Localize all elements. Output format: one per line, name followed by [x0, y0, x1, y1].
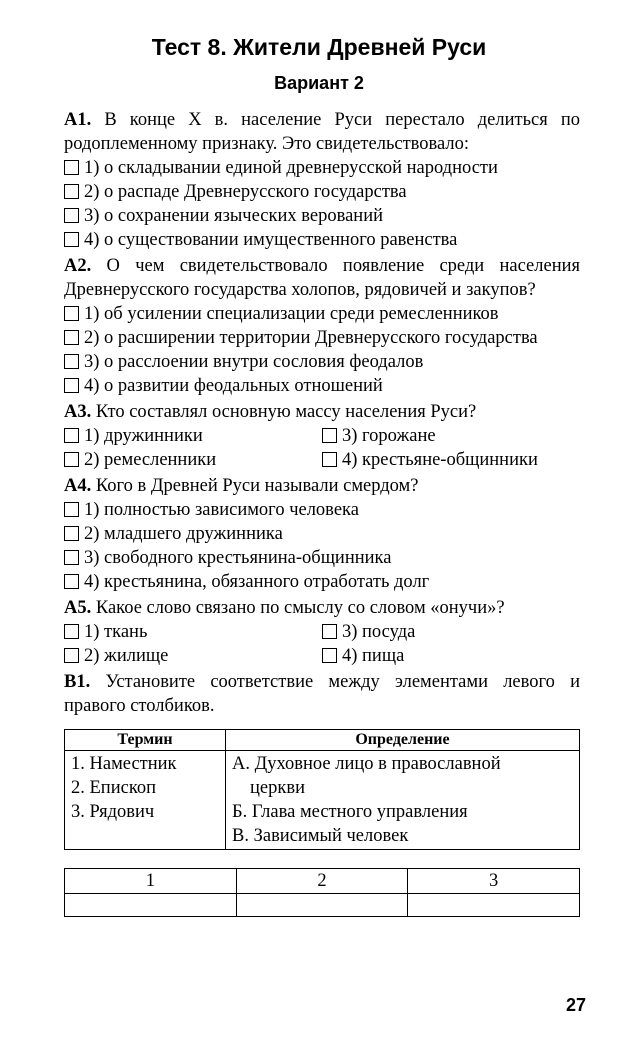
checkbox[interactable] — [64, 306, 79, 321]
checkbox[interactable] — [64, 624, 79, 639]
question-number: А4. — [64, 476, 92, 496]
question-number: А1. — [64, 110, 92, 130]
question-a2 — [64, 254, 580, 302]
answer-option[interactable]: 2) ремесленники — [64, 448, 322, 472]
question-text: Какое слово связано по смыслу со словом «онучи»? — [95, 598, 505, 618]
checkbox[interactable] — [64, 526, 79, 541]
answer-option[interactable]: 4) о существовании имущественного равенства — [64, 228, 580, 252]
checkbox[interactable] — [64, 354, 79, 369]
variant-label: Вариант 2 — [274, 73, 364, 93]
checkbox[interactable] — [64, 232, 79, 247]
answer-table — [64, 868, 580, 917]
answer-option[interactable]: 1) полностью зависимого человека — [64, 498, 580, 522]
definition-item-continued: церкви — [250, 778, 305, 798]
question-number: А2. — [64, 256, 92, 276]
question-number: А3. — [64, 402, 92, 422]
options-row — [64, 620, 580, 644]
checkbox[interactable] — [64, 502, 79, 517]
answer-option[interactable]: 4) крестьяне-общинники — [322, 448, 580, 472]
definition-item: А. Духовное лицо в православной — [232, 754, 501, 774]
page-title: Тест 8. Жители Древней Руси — [151, 34, 487, 60]
checkbox[interactable] — [322, 428, 337, 443]
checkbox[interactable] — [64, 330, 79, 345]
answer-header: 2 — [236, 869, 408, 894]
checkbox[interactable] — [64, 574, 79, 589]
answer-option[interactable]: 3) посуда — [322, 620, 580, 644]
checkbox[interactable] — [64, 428, 79, 443]
checkbox[interactable] — [322, 624, 337, 639]
answer-cell[interactable] — [408, 894, 580, 917]
question-a1 — [64, 108, 580, 156]
question-b1 — [64, 670, 580, 718]
question-number: А5. — [64, 598, 92, 618]
answer-option[interactable]: 4) крестьянина, обязанного отработать долг — [64, 570, 580, 594]
terms-cell — [65, 751, 226, 850]
answer-option[interactable]: 3) свободного крестьянина-общинника — [64, 546, 580, 570]
answer-option[interactable]: 1) об усилении специализации среди ремесленников — [64, 302, 580, 326]
checkbox[interactable] — [64, 550, 79, 565]
options-row — [64, 448, 580, 472]
question-text: Кто составлял основную массу населения Руси? — [95, 402, 477, 422]
question-number: В1. — [64, 672, 91, 692]
term-item: 1. Наместник — [71, 754, 177, 774]
column-header-term: Термин — [65, 730, 226, 751]
answer-header: 3 — [408, 869, 580, 894]
options-row — [64, 424, 580, 448]
answer-option[interactable]: 3) горожане — [322, 424, 580, 448]
answer-header: 1 — [65, 869, 237, 894]
question-text: О чем свидетельствовало появление среди населения Древнерусского государства холопов, рядовичей и закупов? — [64, 256, 581, 300]
question-a5 — [64, 596, 580, 620]
column-header-definition: Определение — [226, 730, 580, 751]
answer-option[interactable]: 2) младшего дружинника — [64, 522, 580, 546]
options-row — [64, 644, 580, 668]
answer-option[interactable]: 1) дружинники — [64, 424, 322, 448]
page-number: 27 — [565, 995, 586, 1015]
answer-option[interactable]: 3) о расслоении внутри сословия феодалов — [64, 350, 580, 374]
checkbox[interactable] — [64, 452, 79, 467]
test-content — [64, 108, 580, 917]
checkbox[interactable] — [64, 160, 79, 175]
checkbox[interactable] — [322, 452, 337, 467]
question-text: В конце X в. население Руси перестало делиться по родоплеменному признаку. Это свидетельствовало: — [64, 110, 581, 154]
checkbox[interactable] — [64, 208, 79, 223]
checkbox[interactable] — [64, 378, 79, 393]
answer-cell[interactable] — [236, 894, 408, 917]
checkbox[interactable] — [322, 648, 337, 663]
answer-option[interactable]: 2) жилище — [64, 644, 322, 668]
question-a3 — [64, 400, 580, 424]
definition-item: Б. Глава местного управления — [232, 802, 468, 822]
matching-table — [64, 729, 580, 850]
term-item: 3. Рядович — [71, 802, 155, 822]
definitions-cell — [226, 751, 580, 850]
answer-option[interactable]: 3) о сохранении языческих верований — [64, 204, 580, 228]
checkbox[interactable] — [64, 184, 79, 199]
checkbox[interactable] — [64, 648, 79, 663]
answer-option[interactable]: 2) о расширении территории Древнерусского государства — [64, 326, 580, 350]
answer-option[interactable]: 1) о складывании единой древнерусской народности — [64, 156, 580, 180]
term-item: 2. Епископ — [71, 778, 157, 798]
question-text: Кого в Древней Руси называли смердом? — [95, 476, 419, 496]
answer-option[interactable]: 1) ткань — [64, 620, 322, 644]
question-a4 — [64, 474, 580, 498]
question-text: Установите соответствие между элементами левого и правого столбиков. — [64, 672, 580, 716]
answer-option[interactable]: 4) пища — [322, 644, 580, 668]
answer-option[interactable]: 4) о развитии феодальных отношений — [64, 374, 580, 398]
definition-item: В. Зависимый человек — [232, 826, 409, 846]
answer-cell[interactable] — [65, 894, 237, 917]
answer-option[interactable]: 2) о распаде Древнерусского государства — [64, 180, 580, 204]
